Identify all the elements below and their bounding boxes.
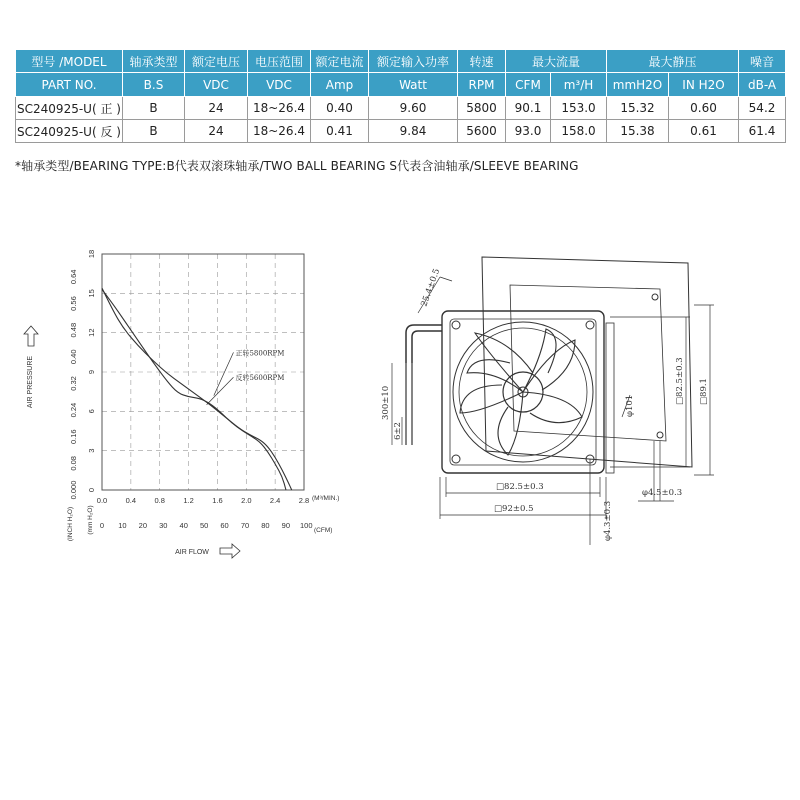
fan-blades — [460, 329, 582, 455]
y-tick-label-mm: 6 — [87, 409, 96, 414]
header-bs: B.S — [123, 73, 185, 97]
header-rpm: RPM — [458, 73, 506, 97]
header-vdc: VDC — [185, 73, 248, 97]
series-leader-1 — [214, 352, 234, 395]
mount-hole — [452, 321, 460, 329]
dim-mount-hole-2: φ4.5±0.3 — [642, 488, 683, 498]
cfm-tick-label: 50 — [199, 521, 209, 530]
header-voltage-range: 电压范围 — [248, 50, 311, 73]
x-tick-label: 2.4 — [269, 496, 281, 505]
cell-m3h: 158.0 — [551, 120, 607, 143]
dim-mount-hole: φ4.3±0.3 — [603, 500, 613, 541]
dim-891: □89.1 — [699, 378, 709, 405]
y-tick-label-mm: 18 — [87, 249, 96, 259]
cfm-tick-label: 30 — [159, 521, 168, 530]
cell-dba: 61.4 — [739, 120, 786, 143]
cell-mmh2o: 15.32 — [607, 97, 669, 120]
header-inh2o: IN H2O — [669, 73, 739, 97]
y-tick-label-inch: 0.56 — [69, 296, 78, 311]
header-part-no: PART NO. — [16, 73, 123, 97]
dim-strip: 6±2 — [393, 422, 403, 440]
cfm-tick-label: 80 — [261, 521, 270, 530]
cell-rpm: 5600 — [458, 120, 506, 143]
cell-inh2o: 0.60 — [669, 97, 739, 120]
fan-dimension-drawing — [370, 245, 790, 565]
series-line-1 — [102, 289, 286, 490]
y-tick-label-inch: 0.32 — [69, 376, 78, 391]
x-tick-label: 0.0 — [96, 496, 108, 505]
cfm-tick-label: 10 — [118, 521, 127, 530]
back-mount-hole — [652, 294, 658, 300]
y-tick-label-inch: 0.48 — [69, 322, 78, 338]
x-axis-arrow — [220, 544, 240, 558]
y-unit-mm: (mm H₂O) — [87, 505, 94, 535]
y-tick-label-inch: 0.08 — [69, 456, 78, 471]
spec-table — [15, 49, 786, 143]
series-label-1: 正转5800RPM — [235, 349, 285, 358]
y-tick-label-inch: 0.000 — [69, 480, 78, 500]
header-cfm: CFM — [506, 73, 551, 97]
fan-frame-side — [606, 323, 614, 473]
cfm-tick-label: 70 — [240, 521, 250, 530]
header-amp: Amp — [311, 73, 369, 97]
dim-lead-length: 300±10 — [381, 385, 391, 420]
cfm-tick-label: 90 — [281, 521, 291, 530]
x-unit-m3min: (M³/MIN.) — [312, 495, 340, 502]
header-bearing: 轴承类型 — [123, 50, 185, 73]
y-tick-label-mm: 9 — [87, 369, 96, 375]
dim-825-horizontal: □82.5±0.3 — [496, 482, 544, 492]
header-model: 型号 /MODEL — [16, 50, 123, 73]
header-row-2 — [16, 73, 786, 97]
cell-power: 9.60 — [369, 97, 458, 120]
table-row — [16, 97, 786, 120]
cell-range: 18~26.4 — [248, 97, 311, 120]
cell-rpm: 5800 — [458, 97, 506, 120]
header-max-pressure: 最大静压 — [607, 50, 739, 73]
cell-part: SC240925-U( 反 ) — [16, 120, 123, 143]
cell-voltage: 24 — [185, 120, 248, 143]
cell-dba: 54.2 — [739, 97, 786, 120]
header-speed: 转速 — [458, 50, 506, 73]
cell-bearing: B — [123, 120, 185, 143]
cfm-tick-label: 20 — [138, 521, 148, 530]
back-mount-hole — [657, 432, 663, 438]
cell-m3h: 153.0 — [551, 97, 607, 120]
cell-power: 9.84 — [369, 120, 458, 143]
cell-inh2o: 0.61 — [669, 120, 739, 143]
cfm-tick-label: 100 — [300, 521, 313, 530]
cfm-tick-label: 0 — [99, 521, 105, 530]
x-tick-label: 0.4 — [125, 496, 137, 505]
cell-part: SC240925-U( 正 ) — [16, 97, 123, 120]
cell-current: 0.41 — [311, 120, 369, 143]
cell-cfm: 93.0 — [506, 120, 551, 143]
dim-flange: 25.4±0.5 — [419, 267, 443, 309]
dim-92: □92±0.5 — [494, 504, 534, 514]
x-tick-label: 2.8 — [298, 496, 310, 505]
header-mmh2o: mmH2O — [607, 73, 669, 97]
y-tick-label-mm: 15 — [87, 289, 96, 298]
y-tick-label-mm: 12 — [87, 328, 96, 337]
cell-voltage: 24 — [185, 97, 248, 120]
y-axis-label: AIR PRESSURE — [27, 355, 34, 409]
dim-hole-101: φ101 — [625, 394, 635, 417]
cell-current: 0.40 — [311, 97, 369, 120]
series-label-2: 反转5600RPM — [235, 374, 285, 383]
y-tick-label-inch: 0.40 — [69, 349, 78, 365]
cfm-tick-label: 40 — [179, 521, 188, 530]
bearing-type-footnote: *轴承类型/BEARING TYPE:B代表双滚珠轴承/TWO BALL BEARING S代表含油轴承/SLEEVE BEARING — [15, 159, 579, 173]
x-unit-cfm: (CFM) — [314, 527, 333, 534]
y-tick-label-mm: 3 — [87, 448, 96, 453]
dimension-lines — [392, 277, 714, 545]
lead-wire — [412, 331, 442, 363]
cell-mmh2o: 15.38 — [607, 120, 669, 143]
y-tick-label-inch: 0.16 — [69, 429, 78, 445]
header-dba: dB-A — [739, 73, 786, 97]
y-axis-arrow — [24, 326, 38, 346]
mount-hole — [586, 321, 594, 329]
cell-bearing: B — [123, 97, 185, 120]
x-tick-label: 2.0 — [241, 496, 252, 505]
cell-cfm: 90.1 — [506, 97, 551, 120]
series-line-2 — [102, 288, 292, 490]
header-max-flow: 最大流量 — [506, 50, 607, 73]
header-row-1 — [16, 50, 786, 73]
cell-range: 18~26.4 — [248, 120, 311, 143]
y-unit-inch: (INCH H₂O) — [67, 506, 74, 542]
header-rated-current: 额定电流 — [311, 50, 369, 73]
y-tick-label-inch: 0.24 — [69, 402, 78, 418]
header-vdc-range: VDC — [248, 73, 311, 97]
x-tick-label: 1.2 — [183, 496, 194, 505]
performance-chart — [20, 240, 360, 570]
table-row — [16, 120, 786, 143]
mount-hole — [452, 455, 460, 463]
header-noise: 噪音 — [739, 50, 786, 73]
header-m3h: m³/H — [551, 73, 607, 97]
x-axis-label: AIR FLOW — [175, 549, 209, 556]
chart-series — [102, 288, 292, 490]
x-tick-label: 0.8 — [154, 496, 165, 505]
header-watt: Watt — [369, 73, 458, 97]
cfm-tick-label: 60 — [220, 521, 229, 530]
header-rated-power: 额定输入功率 — [369, 50, 458, 73]
y-tick-label-inch: 0.64 — [69, 269, 78, 285]
chart-labels — [24, 250, 339, 558]
dim-825-vertical: □82.5±0.3 — [675, 357, 685, 405]
x-tick-label: 1.6 — [212, 496, 223, 505]
header-rated-voltage: 额定电压 — [185, 50, 248, 73]
y-tick-label-mm: 0 — [87, 487, 96, 493]
